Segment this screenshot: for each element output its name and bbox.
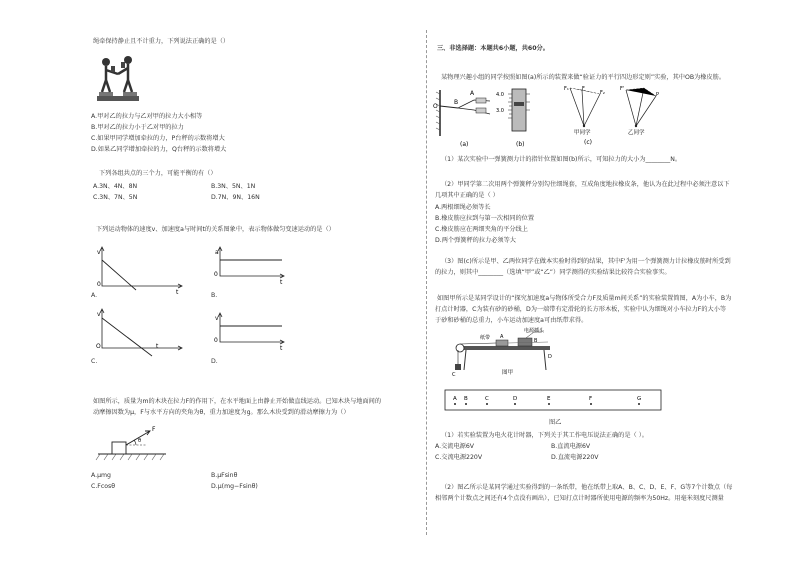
apparatus-B: B bbox=[534, 338, 538, 344]
q3-stem: 下列运动物体的速度v、加速度a与时间t的关系图象中，表示物体做匀变速运动的是（） bbox=[96, 226, 335, 233]
fig-b-scale-4: 4.0 bbox=[496, 92, 504, 98]
exp2-q2-line1: （2）图乙所示是某同学通过实验得到的一条纸带，他在纸带上取A、B、C、D、E、F、G等7个计数点（每 bbox=[441, 484, 733, 491]
exp2-q1-option-d: D.直流电源220V bbox=[551, 454, 599, 461]
graph-c-v-label: v bbox=[97, 311, 101, 318]
apparatus-power-plug: 电源插头 bbox=[524, 328, 545, 334]
q4-stem-2: 动摩擦因数为μ，F与水平方向的夹角为θ，重力加速度为g。那么木块受到的滑动摩擦力为（） bbox=[93, 409, 350, 416]
exp1-figure-c bbox=[560, 84, 664, 148]
graph-a-origin: 0 bbox=[97, 281, 101, 288]
graph-d-origin: 0 bbox=[214, 337, 218, 344]
exp1-q2-line1: （2）甲同学第二次用两个弹簧秤分别勾住细绳套，互成角度地拉橡皮条，他认为在此过程中必须注意以下 bbox=[441, 181, 730, 188]
q1-option-b: B.甲对乙的拉力小于乙对甲的拉力 bbox=[91, 124, 184, 131]
q2-option-a: A.3N、4N、8N bbox=[93, 183, 138, 190]
exp2-intro-2: 打点计时器，C为装有砂的砂桶，D为一端带有定滑轮的长方形木板，实验中认为细绳对小车拉力F的大小等 bbox=[435, 306, 727, 313]
fig-a-caption: (a) bbox=[460, 141, 469, 148]
tape-caption: 图乙 bbox=[549, 419, 562, 426]
graph-d-v-label: v bbox=[215, 315, 219, 322]
q1-option-c: C.如果甲同学增加牵拉的力，P台秤的示数将增大 bbox=[91, 135, 225, 142]
tape-point-a: A bbox=[453, 396, 457, 402]
fig-c-caption: (c) bbox=[584, 139, 592, 146]
exp2-q1: （1）若实验装置为电火花计时器，下列关于其工作电压说法正确的是（ ）。 bbox=[441, 432, 648, 439]
graph-b bbox=[214, 246, 304, 296]
column-divider bbox=[426, 30, 427, 535]
fig-f-label: F bbox=[152, 426, 156, 433]
fig-c-F2: F₂ bbox=[600, 90, 605, 96]
fig-a-B: B bbox=[454, 99, 459, 106]
fig-c-P: P bbox=[656, 92, 660, 98]
graph-d bbox=[214, 312, 304, 362]
fig-c-F1: F₁ bbox=[564, 86, 569, 92]
fig-c-person-jia: 甲同学 bbox=[574, 130, 591, 136]
exp1-figure-b-scale bbox=[494, 86, 546, 148]
exp1-q2-line2: 几项其中正确的是（ ） bbox=[435, 192, 499, 199]
q4-option-c: C.Fcosθ bbox=[91, 483, 116, 490]
q4-option-a: A.μmg bbox=[91, 472, 111, 479]
apparatus-caption: 图甲 bbox=[502, 370, 514, 376]
q1-option-a: A.甲对乙的拉力与乙对甲的拉力大小相等 bbox=[91, 113, 203, 120]
tape-point-g: G bbox=[637, 396, 642, 402]
graph-d-label: D. bbox=[211, 358, 218, 365]
exp2-q1-option-b: B.直流电源6V bbox=[551, 443, 591, 450]
q2-option-c: C.3N、7N、5N bbox=[93, 194, 138, 201]
exp1-q2-option-d: D.两个弹簧秤的拉力必须等大 bbox=[435, 237, 516, 244]
graph-a-v-label: v bbox=[97, 249, 101, 256]
exp2-intro-1: 如图甲所示是某同学设计的“探究加速度a与物体所受合力F及质量m间关系”的实验装置简图，A为小车，B为 bbox=[437, 295, 732, 302]
apparatus-C: C bbox=[452, 372, 456, 378]
q4-stem-1: 如图所示，质量为m的木块在拉力F的作用下，在水平地面上由静止开始做直线运动。已知木块与地面间的 bbox=[93, 398, 382, 405]
tape-point-c: C bbox=[485, 396, 489, 402]
apparatus-D: D bbox=[548, 354, 552, 360]
apparatus-A: A bbox=[500, 334, 504, 340]
exp2-apparatus-figure bbox=[452, 328, 562, 378]
exp2-q2-line2: 相邻两个计数点之间还有4个点没有画出），已知打点计时器所使用电源的频率为50Hz。用毫米刻度尺测量 bbox=[435, 495, 724, 502]
exp2-q1-option-c: C.交流电源220V bbox=[435, 454, 483, 461]
graph-c-t-label: t bbox=[156, 343, 159, 350]
tape-point-d: D bbox=[513, 396, 518, 402]
graph-a-label: A. bbox=[91, 292, 98, 299]
graph-c-origin: O bbox=[96, 343, 101, 350]
q2-stem: 下列各组共点的三个力，可能平衡的有（） bbox=[99, 170, 217, 177]
graph-a bbox=[96, 246, 186, 296]
q2-option-b: B.3N、5N、1N bbox=[211, 183, 256, 190]
graph-c bbox=[96, 308, 186, 363]
exp2-q1-option-a: A.交流电源6V bbox=[435, 443, 475, 450]
graph-c-label: C. bbox=[91, 358, 98, 365]
q2-option-d: D.7N、9N、16N bbox=[211, 194, 260, 201]
graph-b-t-label: t bbox=[280, 279, 283, 286]
exp1-q2-option-c: C.橡皮筋应在两细夹角的平分线上 bbox=[435, 226, 528, 233]
exp1-q3-line1: （3）图(c)所示是甲、乙两位同学在做本实验时得到的结果，其中F'为用一个弹簧测力计拉橡皮筋时所受到 bbox=[441, 258, 731, 265]
exp2-intro-3: 于砂和砂桶的总重力，小车运动加速度a可由纸带求得。 bbox=[435, 317, 588, 324]
fig-c-Fp: F' bbox=[620, 86, 625, 92]
fig-a-A: A bbox=[470, 90, 475, 97]
section-heading: 三、非选择题：本题共6小题，共60分。 bbox=[437, 45, 549, 52]
tape-point-f: F bbox=[589, 396, 593, 402]
fig-b-caption: (b) bbox=[516, 141, 525, 148]
exp1-intro: 某物理兴趣小组的同学按照如图(a)所示的装置来做“验证力的平行四边形定则”实验，其中OB为橡皮筋。 bbox=[441, 74, 726, 81]
q4-option-d: D.μ(mg−Fsinθ) bbox=[211, 483, 258, 490]
graph-a-t-label: t bbox=[176, 289, 179, 296]
exp1-q1: （1）某次实验中一弹簧测力计的指针位置如图(b)所示，可知拉力的大小为________N。 bbox=[441, 156, 682, 163]
tug-of-war-figure bbox=[96, 52, 140, 104]
graph-b-label: B. bbox=[211, 292, 218, 299]
block-force-figure bbox=[98, 420, 168, 462]
graph-d-t-label: t bbox=[280, 345, 283, 352]
q1-intro: 绳牵保持静止且不计重力，下列说法正确的是（） bbox=[93, 38, 230, 45]
graph-b-origin: 0 bbox=[214, 271, 218, 278]
exp1-q2-option-b: B.橡皮筋应拉到与第一次相同的位置 bbox=[435, 215, 535, 222]
fig-c-F: F bbox=[582, 86, 585, 92]
exp2-paper-tape bbox=[445, 390, 663, 412]
q4-option-b: B.μFsinθ bbox=[211, 472, 238, 479]
exp1-q2-option-a: A.两根细绳必须等长 bbox=[435, 204, 491, 211]
apparatus-tape: 纸带 bbox=[480, 335, 491, 341]
q1-option-d: D.如果乙同学增加牵拉的力，Q台秤的示数将增大 bbox=[91, 146, 227, 153]
fig-theta-label: θ bbox=[138, 438, 142, 444]
fig-b-scale-3: 3.0 bbox=[496, 108, 504, 114]
fig-c-person-yi: 乙同学 bbox=[628, 130, 645, 136]
tape-point-e: E bbox=[547, 396, 551, 402]
exp1-q3-line2: 的拉力，则其中________（选填“甲”或“乙”）同学测得的实验结果比较符合实验事实。 bbox=[435, 269, 671, 276]
fig-a-O: O bbox=[433, 103, 438, 110]
graph-b-a-label: a bbox=[215, 249, 219, 256]
tape-point-b: B bbox=[464, 396, 468, 402]
